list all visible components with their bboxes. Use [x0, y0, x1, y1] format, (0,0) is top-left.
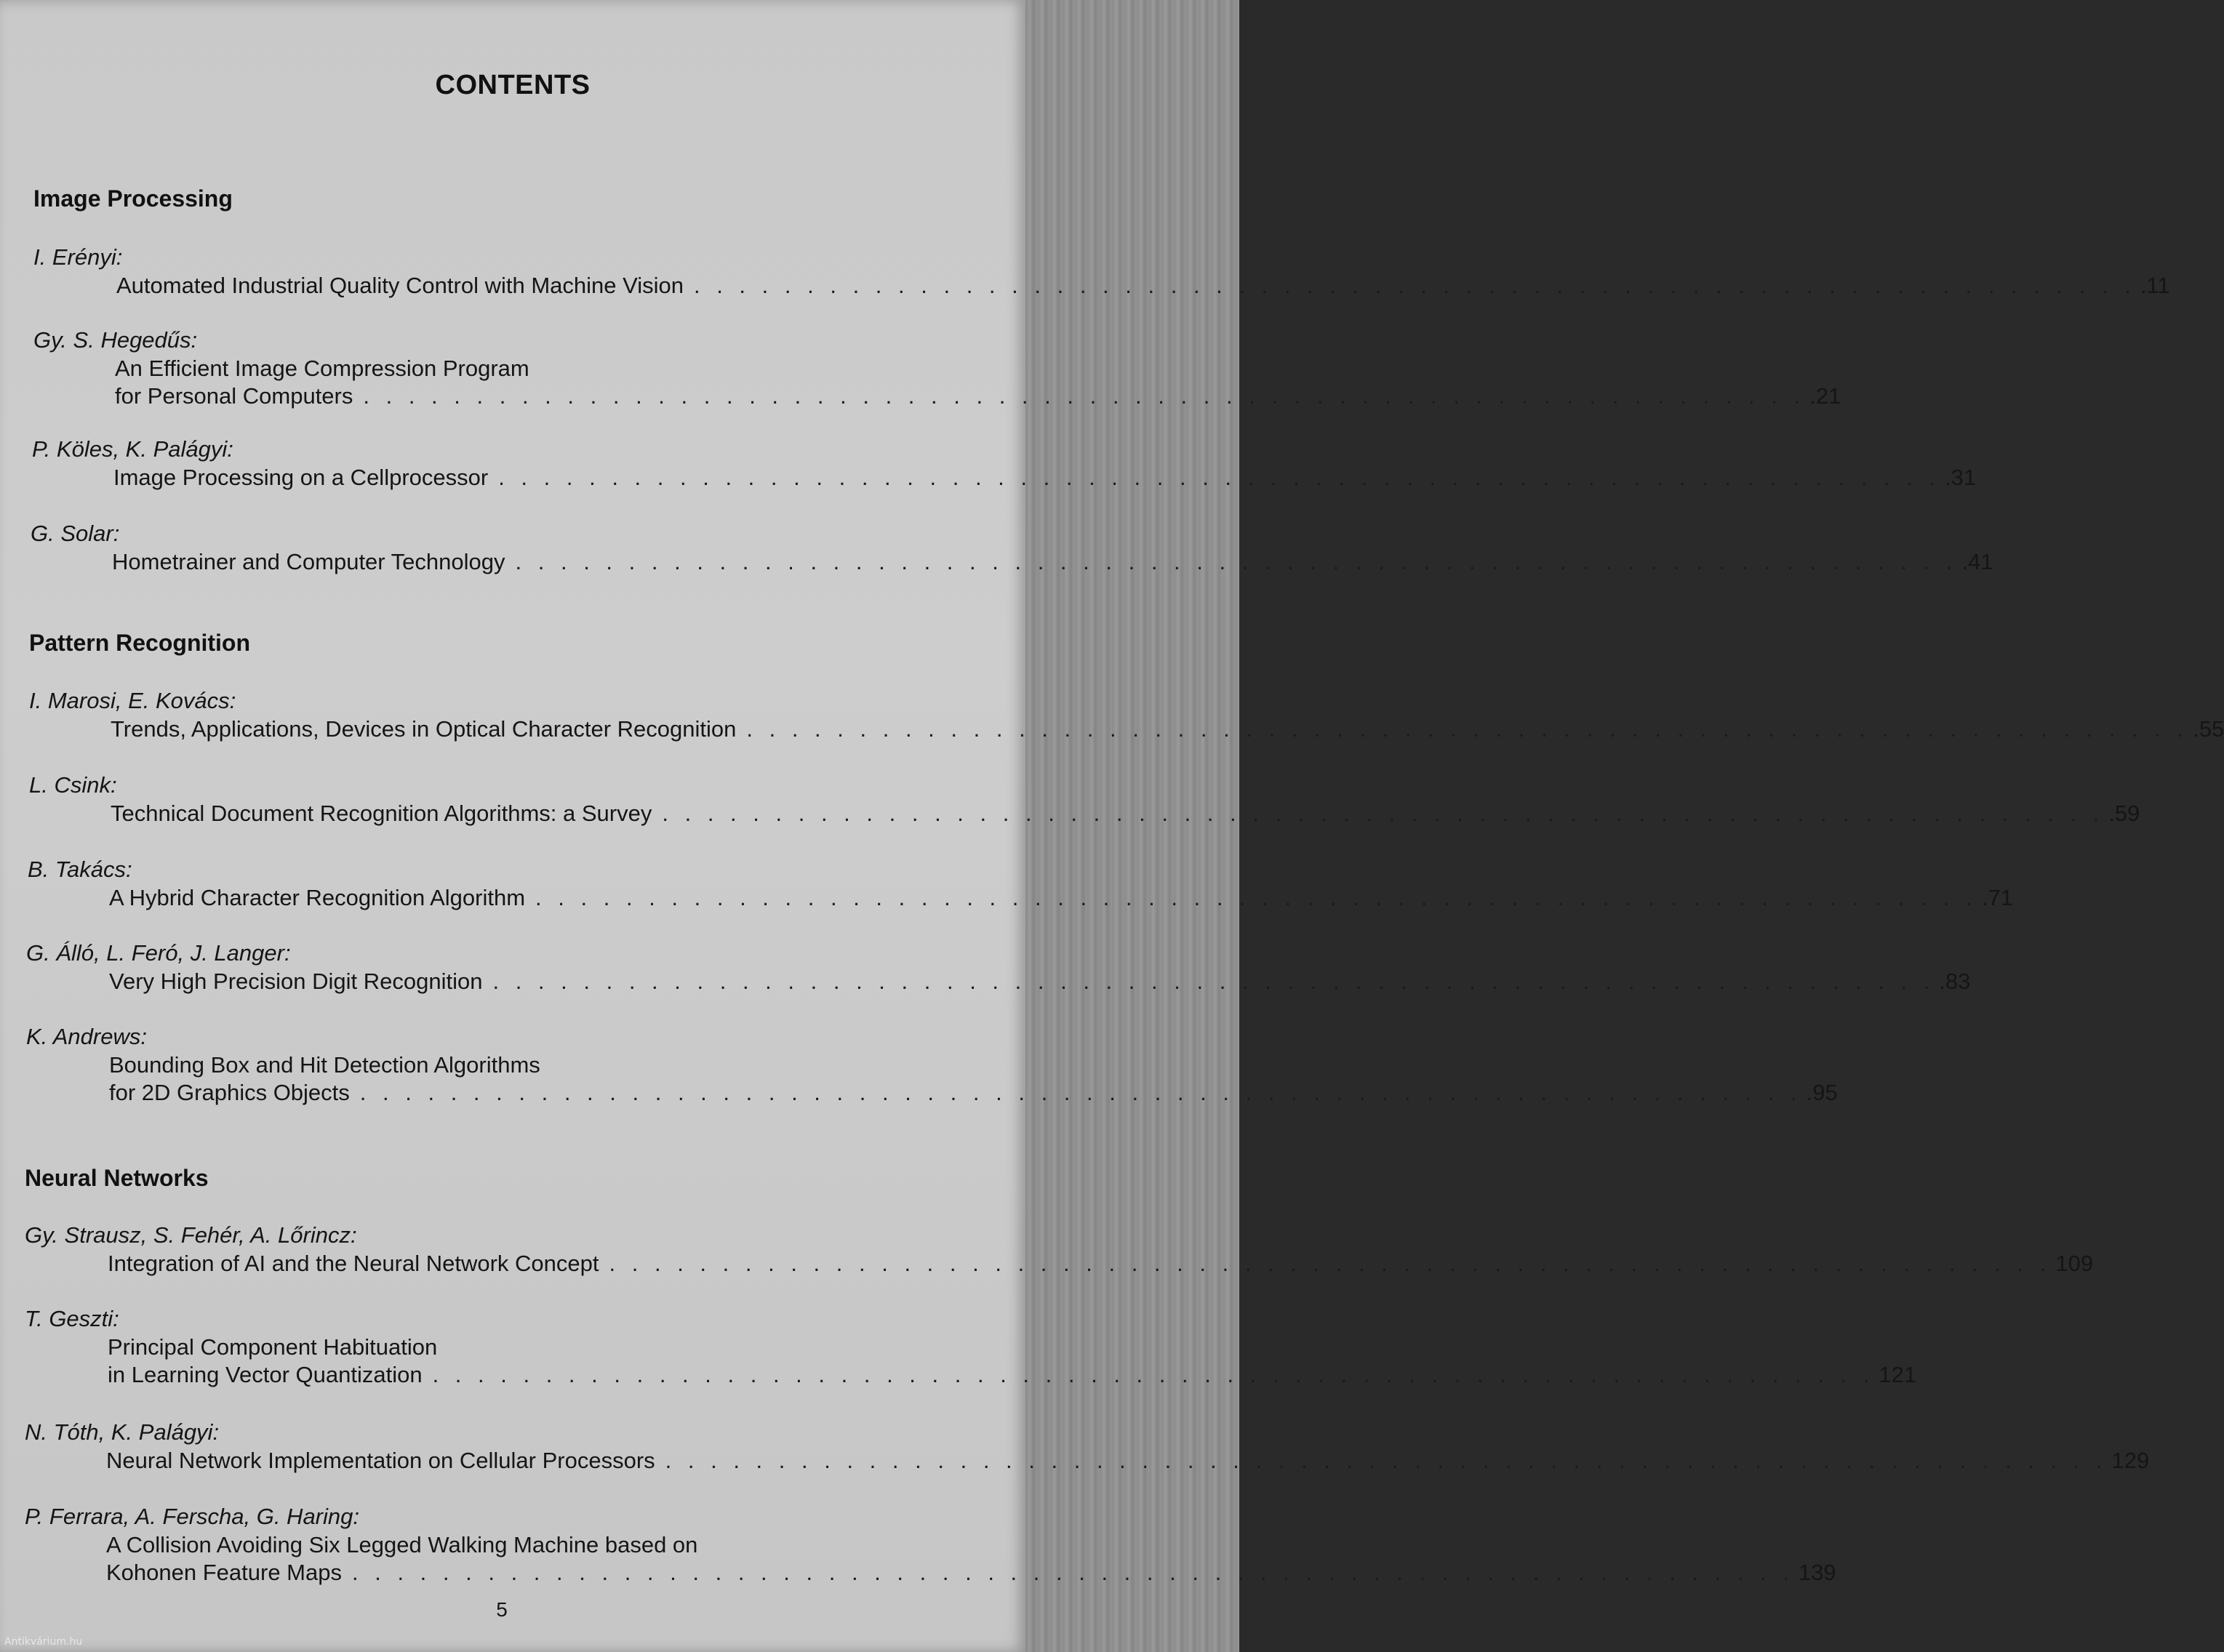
entry-title: A Collision Avoiding Six Legged Walking Machine based on: [106, 1532, 698, 1557]
entry-title: Automated Industrial Quality Control with Machine Vision: [116, 273, 684, 298]
toc-entry: [0, 1418, 2150, 1475]
page-number: 5: [496, 1598, 508, 1621]
entry-author: L. Csink:: [29, 772, 117, 798]
entry-title-line: [109, 884, 2013, 912]
entry-page: .59: [2108, 801, 2140, 826]
entry-title: Image Processing on a Cellprocessor: [113, 465, 489, 490]
entry-page: .71: [1981, 885, 2013, 910]
entry-title-line: [111, 800, 2140, 827]
entry-page: .11: [2140, 273, 2170, 298]
section-title-pattern-recognition: Pattern Recognition: [29, 630, 251, 656]
entry-page: 129: [2111, 1448, 2150, 1473]
toc-entry: [0, 243, 2170, 300]
toc-entry: [0, 855, 2013, 912]
toc-entry: [0, 1221, 2094, 1278]
dot-leader: . . . . . . . . . . . . . . . . . . . . . . . . . . . . . . . . . . . . . . . . . . . . . . . . . . . . . . . . . . . . . . . .: [515, 549, 1958, 574]
toc-entry: [0, 939, 1971, 995]
dot-leader: . . . . . . . . . . . . . . . . . . . . . . . . . . . . . . . . . . . . . . . . . . . . . . . . . . . . . . . . . . . . . . . .: [432, 1362, 1875, 1387]
dot-leader: . . . . . . . . . . . . . . . . . . . . . . . . . . . . . . . . . . . . . . . . . . . . . . . . . . . . . . . . . . . . . . . .: [352, 1560, 1794, 1585]
dot-leader: . . . . . . . . . . . . . . . . . . . . . . . . . . . . . . . . . . . . . . . . . . . . . . . . . . . . . . . . . . . . . . . .: [492, 969, 1935, 994]
entry-title: Principal Component Habituation: [108, 1334, 438, 1360]
entry-title-line: [115, 355, 1004, 382]
entry-title-line: [106, 1559, 1836, 1587]
contents-heading: CONTENTS: [435, 70, 591, 100]
dot-leader: . . . . . . . . . . . . . . . . . . . . . . . . . . . . . . . . . . . . . . . . . . . . . . . . . . . . . . . . . . . . . . . .: [363, 383, 1806, 409]
entry-author: I. Marosi, E. Kovács:: [29, 688, 236, 713]
entry-page: .21: [1809, 383, 1841, 409]
entry-title-line: [108, 1361, 1917, 1389]
entry-title: Bounding Box and Hit Detection Algorithms: [109, 1052, 540, 1078]
dot-leader: . . . . . . . . . . . . . . . . . . . . . . . . . . . . . . . . . . . . . . . . . . . . . . . . . . . . . . . . . . . . . . . .: [662, 801, 2105, 826]
entry-author: G. Álló, L. Feró, J. Langer:: [26, 940, 291, 966]
toc-entry: [0, 435, 1977, 492]
entry-author: P. Köles, K. Palágyi:: [32, 436, 233, 462]
dot-leader: . . . . . . . . . . . . . . . . . . . . . . . . . . . . . . . . . . . . . . . . . . . . . . . . . . . . . . . . . . . . . . . .: [359, 1080, 1802, 1105]
dot-leader: . . . . . . . . . . . . . . . . . . . . . . . . . . . . . . . . . . . . . . . . . . . . . . . . . . . . . . . . . . . . . . . .: [746, 716, 2189, 742]
entry-title-line: [111, 715, 2224, 743]
entry-title-line: [115, 382, 1841, 410]
entry-title: An Efficient Image Compression Program: [115, 356, 529, 381]
dot-leader: . . . . . . . . . . . . . . . . . . . . . . . . . . . . . . . . . . . . . . . . . . . . . . . . . . . . . . . . . . . . . . . .: [609, 1251, 2052, 1276]
entry-title: for 2D Graphics Objects: [109, 1080, 350, 1105]
entry-author: G. Solar:: [31, 521, 120, 546]
entry-title: Trends, Applications, Devices in Optical Character Recognition: [111, 716, 737, 742]
entry-title-line: [106, 1447, 2150, 1475]
entry-title-line: [112, 548, 1993, 576]
entry-author: B. Takács:: [28, 857, 132, 882]
entry-title: Very High Precision Digit Recognition: [109, 969, 483, 994]
entry-page: .83: [1939, 969, 1971, 994]
entry-author: Gy. S. Hegedűs:: [33, 327, 198, 353]
entry-title: in Learning Vector Quantization: [108, 1362, 423, 1387]
dot-leader: . . . . . . . . . . . . . . . . . . . . . . . . . . . . . . . . . . . . . . . . . . . . . . . . . . . . . . . . . . . . . . . .: [498, 465, 1941, 490]
entry-page: .41: [1961, 549, 1993, 574]
entry-page: 139: [1798, 1560, 1836, 1585]
entry-author: I. Erényi:: [33, 244, 123, 270]
entry-page: .31: [1945, 465, 1977, 490]
entry-title: Neural Network Implementation on Cellular Processors: [106, 1448, 655, 1473]
toc-entry: [0, 1304, 1917, 1389]
entry-page: 121: [1879, 1362, 1917, 1387]
entry-author: T. Geszti:: [25, 1306, 119, 1331]
dot-leader: . . . . . . . . . . . . . . . . . . . . . . . . . . . . . . . . . . . . . . . . . . . . . . . . . . . . . . . . . . . . . . . .: [535, 885, 1977, 910]
entry-title-line: [109, 1079, 1838, 1107]
entry-title: for Personal Computers: [115, 383, 353, 409]
entry-title-line: [109, 1051, 1004, 1079]
entry-title: Technical Document Recognition Algorithms: a Survey: [111, 801, 652, 826]
entry-page: .95: [1806, 1080, 1838, 1105]
entry-author: P. Ferrara, A. Ferscha, G. Haring:: [25, 1504, 359, 1529]
entry-title-line: [109, 968, 1971, 995]
section-title-image-processing: Image Processing: [33, 185, 233, 212]
entry-title-line: [113, 464, 1977, 492]
entry-title-line: [116, 272, 2170, 300]
toc-entry: [0, 771, 2140, 827]
toc-entry: [0, 1502, 1836, 1587]
entry-title: A Hybrid Character Recognition Algorithm: [109, 885, 526, 910]
entry-title: Kohonen Feature Maps: [106, 1560, 342, 1585]
section-title-neural-networks: Neural Networks: [25, 1165, 209, 1191]
entry-page: .55: [2193, 716, 2224, 742]
watermark-label: Antikvárium.hu: [4, 1636, 83, 1648]
dot-leader: . . . . . . . . . . . . . . . . . . . . . . . . . . . . . . . . . . . . . . . . . . . . . . . . . . . . . . . . . . . . . . . .: [693, 273, 2136, 298]
entry-title-line: [108, 1250, 2094, 1278]
entry-title: Hometrainer and Computer Technology: [112, 549, 505, 574]
toc-entry: [0, 1022, 1838, 1107]
dot-leader: . . . . . . . . . . . . . . . . . . . . . . . . . . . . . . . . . . . . . . . . . . . . . . . . . . . . . . . . . . . . . . . .: [665, 1448, 2108, 1473]
entry-title: Integration of AI and the Neural Network Concept: [108, 1251, 599, 1276]
entry-page: 109: [2055, 1251, 2094, 1276]
entry-author: N. Tóth, K. Palágyi:: [25, 1419, 220, 1445]
toc-entry: [0, 519, 1993, 576]
toc-entry: [0, 686, 2224, 743]
entry-title-line: [106, 1531, 1004, 1559]
entry-author: K. Andrews:: [26, 1024, 147, 1049]
entry-author: Gy. Strausz, S. Fehér, A. Lőrincz:: [25, 1222, 357, 1248]
toc-entry: [0, 326, 1841, 410]
entry-title-line: [108, 1334, 1004, 1361]
